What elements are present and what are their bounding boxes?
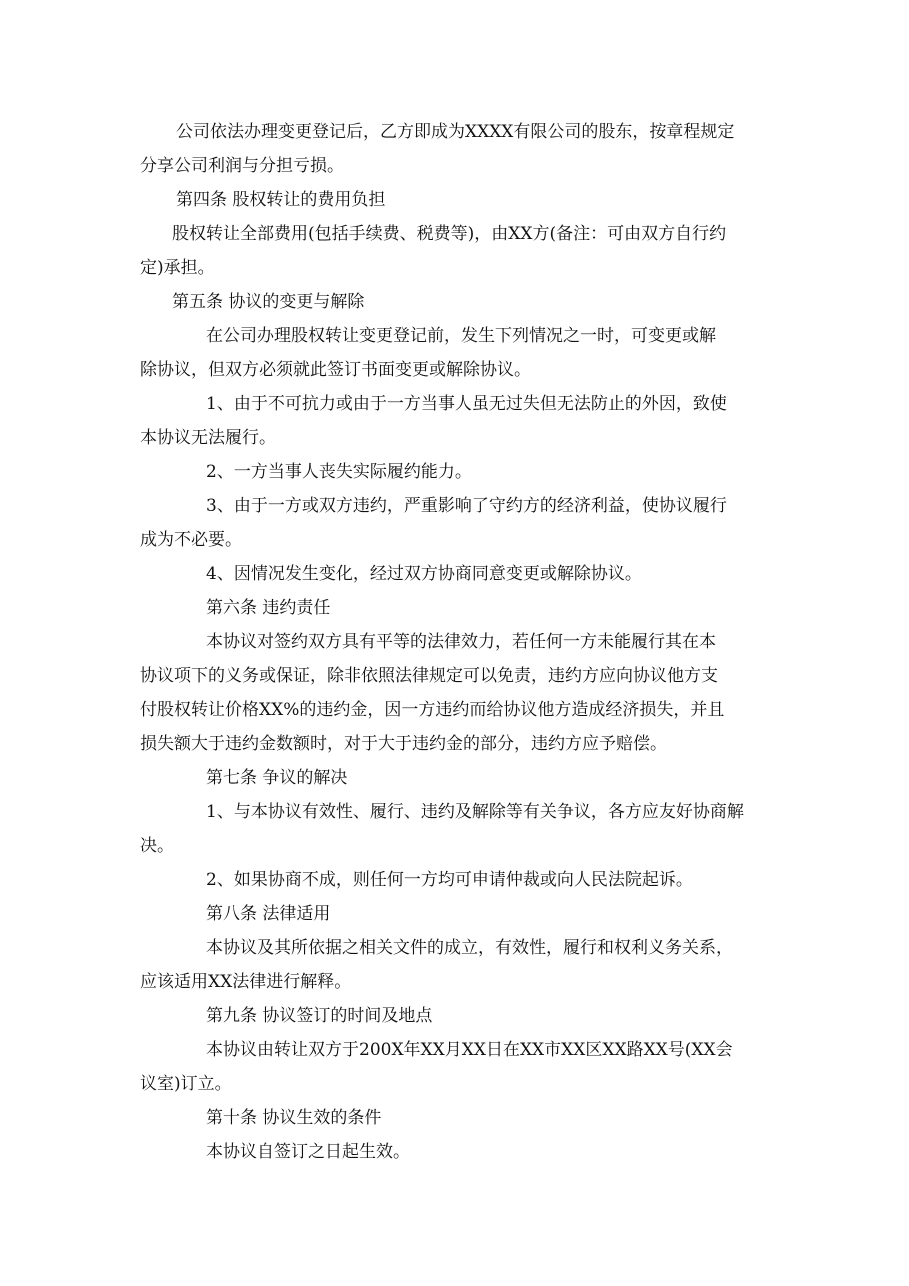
paragraph-line: 本协议无法履行。: [140, 428, 276, 448]
paragraph-line: 议室)订立。: [140, 1074, 232, 1094]
paragraph-line: 损失额大于违约金数额时，对于大于违约金的部分，违约方应予赔偿。: [140, 734, 667, 754]
list-item: 2、一方当事人丧失实际履约能力。: [206, 462, 472, 482]
paragraph-line: 定)承担。: [140, 258, 215, 278]
section-heading: 第八条 法律适用: [206, 904, 331, 924]
paragraph-line: 除协议，但双方必须就此签订书面变更或解除协议。: [140, 360, 531, 380]
paragraph-line: 本协议自签订之日起生效。: [206, 1142, 410, 1162]
section-heading: 第六条 违约责任: [206, 598, 331, 618]
section-heading: 第五条 协议的变更与解除: [172, 292, 365, 312]
list-item: 2、如果协商不成，则任何一方均可申请仲裁或向人民法院起诉。: [206, 870, 693, 890]
section-heading: 第九条 协议签订的时间及地点: [206, 1006, 433, 1026]
list-item: 1、由于不可抗力或由于一方当事人虽无过失但无法防止的外因，致使: [206, 394, 727, 414]
section-heading: 第十条 协议生效的条件: [206, 1108, 382, 1128]
paragraph-line: 在公司办理股权转让变更登记前，发生下列情况之一时，可变更或解: [206, 326, 716, 346]
section-heading: 第七条 争议的解决: [206, 768, 348, 788]
paragraph-line: 协议项下的义务或保证，除非依照法律规定可以免责，违约方应向协议他方支: [140, 666, 718, 686]
paragraph-line: 成为不必要。: [140, 530, 242, 550]
paragraph-line: 应该适用XX法律进行解释。: [140, 972, 352, 992]
paragraph-line: 股权转让全部费用(包括手续费、税费等)，由XX方(备注：可由双方自行约: [172, 224, 727, 244]
section-heading: 第四条 股权转让的费用负担: [176, 190, 386, 210]
list-item: 4、因情况发生变化，经过双方协商同意变更或解除协议。: [206, 564, 642, 584]
paragraph-line: 公司依法办理变更登记后，乙方即成为XXXX有限公司的股东，按章程规定: [176, 122, 735, 142]
paragraph-line: 决。: [140, 836, 174, 856]
paragraph-line: 分享公司利润与分担亏损。: [140, 156, 344, 176]
paragraph-line: 付股权转让价格XX%的违约金，因一方违约而给协议他方造成经济损失，并且: [140, 700, 725, 720]
paragraph-line: 本协议由转让双方于200X年XX月XX日在XX市XX区XX路XX号(XX会: [206, 1040, 733, 1060]
list-item: 1、与本协议有效性、履行、违约及解除等有关争议，各方应友好协商解: [206, 802, 744, 822]
paragraph-line: 本协议及其所依据之相关文件的成立，有效性，履行和权利义务关系，: [206, 938, 733, 958]
paragraph-line: 本协议对签约双方具有平等的法律效力，若任何一方未能履行其在本: [206, 632, 716, 652]
list-item: 3、由于一方或双方违约，严重影响了守约方的经济利益，使协议履行: [206, 496, 727, 516]
